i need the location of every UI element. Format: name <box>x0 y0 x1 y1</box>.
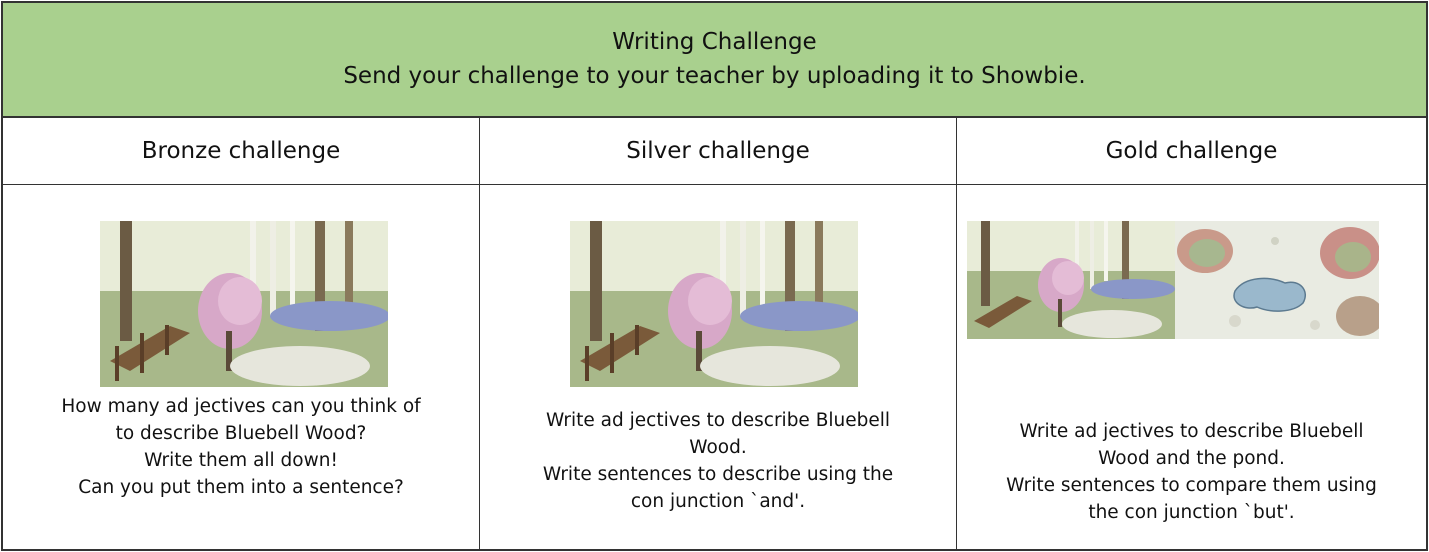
instruction-line: Wood and the pond. <box>1098 448 1285 469</box>
instruction-line: Wood. <box>689 437 747 458</box>
silver-instructions <box>480 407 956 515</box>
gold-instructions <box>957 418 1426 526</box>
instruction-line: Write them all down! <box>144 450 338 471</box>
bluebell-wood-illustration <box>100 221 388 387</box>
silver-cell <box>480 185 956 549</box>
instruction-line: Can you put them into a sentence? <box>78 477 404 498</box>
instruction-line: to describe Bluebell Wood? <box>115 423 367 444</box>
instruction-line: Write ad jectives to describe Bluebell <box>1019 421 1364 442</box>
instruction-line: con junction `and'. <box>630 491 806 512</box>
instruction-line: Write sentences to compare them using <box>1006 475 1377 496</box>
worksheet-title: Writing Challenge <box>612 28 817 55</box>
bluebell-wood-illustration <box>570 221 858 387</box>
instruction-line: the con junction `but'. <box>1088 502 1295 523</box>
bronze-instructions <box>3 393 479 501</box>
instruction-line: Write ad jectives to describe Bluebell <box>545 410 891 431</box>
instruction-line: How many ad jectives can you think of <box>61 396 421 417</box>
silver-heading: Silver challenge <box>480 117 956 185</box>
bluebell-wood-illustration <box>967 221 1175 339</box>
gold-cell <box>957 185 1426 549</box>
header-banner <box>1 1 1428 118</box>
pond-illustration <box>1175 221 1379 339</box>
gold-heading: Gold challenge <box>957 117 1426 185</box>
bronze-heading: Bronze challenge <box>3 117 479 185</box>
worksheet-subtitle: Send your challenge to your teacher by uploading it to Showbie. <box>343 62 1086 89</box>
instruction-line: Write sentences to describe using the <box>542 464 894 485</box>
bronze-cell <box>3 185 479 549</box>
challenge-table <box>1 117 1428 551</box>
